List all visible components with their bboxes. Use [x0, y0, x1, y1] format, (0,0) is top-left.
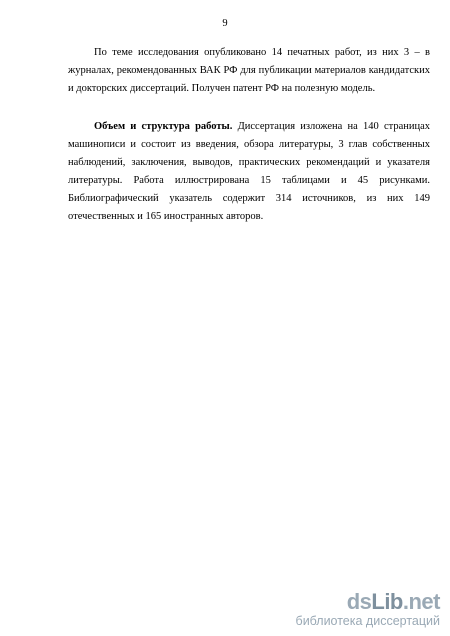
- dslib-subtitle: библиотека диссертаций: [295, 614, 440, 628]
- dslib-logo: dsLib.net: [346, 589, 440, 614]
- paragraph-publications: По теме исследования опубликовано 14 печатных работ, из них 3 – в журналах, рекомендованных ВАК РФ для публикации материалов кандидатских и докторских диссертаций. Получен патент РФ на полезную модель.: [68, 47, 430, 94]
- paragraph-structure: [68, 118, 430, 226]
- dslib-watermark: [296, 591, 440, 628]
- paragraph-structure-body: Диссертация изложена на 140 страницах машинописи и состоит из введения, обзора литературы, 3 глав собственных наблюдений, заключения, выводов, практических рекомендаций и указателя литературы. Работа иллюстрирована 15 таблицами и 45 рисунками. Библиографический указатель содержит 314 источников, из них 149 отечественных и 165 иностранных авторов.: [68, 121, 430, 222]
- paragraph-structure-heading: Объем и структура работы.: [94, 121, 233, 132]
- page-number: 9: [222, 18, 228, 29]
